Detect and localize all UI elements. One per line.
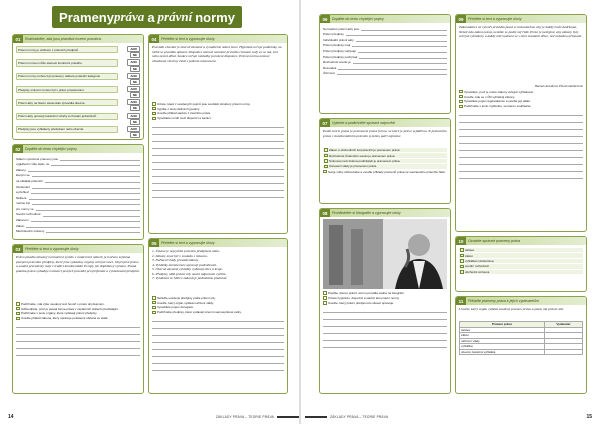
fill-label: pro normy ve — [16, 206, 34, 211]
no-option[interactable]: NE — [130, 66, 140, 72]
task-item — [16, 311, 140, 315]
answer-buttons — [118, 99, 140, 111]
yes-no-row — [16, 86, 140, 98]
checkbox[interactable] — [460, 254, 464, 258]
answer-line[interactable] — [459, 109, 583, 116]
answer-line[interactable] — [31, 190, 140, 194]
answer-buttons — [118, 86, 140, 98]
task-item — [323, 291, 447, 295]
task-text: Vysvětlete pojem derogace. — [157, 305, 194, 310]
checkbox[interactable] — [460, 248, 464, 252]
checkbox[interactable] — [152, 296, 156, 300]
answer-line[interactable] — [338, 66, 447, 70]
fill-label: Zákony — [16, 167, 26, 172]
statement: 7. Vyhlášení ve Sbírce zákonů je podmínkou platnosti. — [152, 276, 228, 281]
option-item — [323, 164, 447, 169]
fill-label: Normativní právní akty jsou — [323, 26, 360, 31]
task-item — [323, 301, 447, 305]
task-item — [152, 310, 284, 314]
task-text: Podtrhněte předpisy, které vydávají územní samosprávné celky. — [157, 310, 242, 315]
answer-line[interactable] — [459, 151, 583, 158]
exercise-header: 09 Přečtěte si text a vypracujte úkoly — [456, 15, 586, 23]
exercise-header: 06 Doplňte do textu chybějící pojmy — [320, 15, 450, 23]
exercise-10 — [455, 236, 587, 292]
yes-option[interactable]: ANO — [127, 73, 140, 79]
yes-option[interactable]: ANO — [127, 59, 140, 65]
yes-option[interactable]: ANO — [127, 46, 140, 52]
task-list — [16, 302, 140, 321]
answer-line[interactable] — [152, 128, 284, 135]
answer-line[interactable] — [16, 342, 140, 349]
answer-line[interactable] — [152, 329, 284, 336]
task-text: Uveďte příklad sankce z trestního práva. — [157, 111, 211, 116]
answer-line[interactable] — [152, 170, 284, 177]
statement: 2. Zákony musí být v souladu s ústavou. — [152, 253, 208, 258]
answer-line[interactable] — [45, 179, 140, 183]
answer-line[interactable] — [32, 173, 140, 177]
fill-label: Státem vytvořené prameny jsou — [16, 156, 59, 161]
answer-line[interactable] — [28, 168, 140, 172]
fill-row — [16, 211, 140, 217]
checkbox[interactable] — [16, 302, 20, 306]
fill-row — [16, 200, 140, 206]
checkbox[interactable] — [323, 170, 327, 174]
question-text: Předpisy smluvní mohou být v právo prosazování. — [16, 86, 118, 93]
fill-label: Zákonem — [16, 218, 29, 223]
fill-row — [16, 222, 140, 228]
checkbox[interactable] — [16, 312, 20, 316]
answer-line[interactable] — [353, 60, 447, 64]
task-item — [152, 296, 284, 300]
answer-line[interactable] — [152, 142, 284, 149]
checkbox[interactable] — [323, 291, 327, 295]
yes-option[interactable]: ANO — [127, 126, 140, 132]
checkbox[interactable] — [459, 100, 463, 104]
yes-no-row — [16, 113, 140, 125]
no-option[interactable]: NE — [130, 52, 140, 58]
task-text: Vysvětlete rozdíl mezi dispozicí a sankcí. — [157, 116, 212, 121]
yes-no-row — [16, 73, 140, 85]
task-text: Uveďte, který orgán vydává nařízení vlády. — [157, 300, 214, 305]
fill-label: na základě právních — [16, 178, 43, 183]
no-option[interactable]: NE — [130, 92, 140, 98]
photo-man-in-court — [323, 219, 447, 289]
fill-row — [16, 205, 140, 211]
fill-row — [16, 172, 140, 178]
statement: 5. Obecně závazné vyhlášky vydávají obce a kraje. — [152, 267, 223, 272]
answer-buttons — [118, 59, 140, 71]
option-text: soudní rozhodnutí — [465, 264, 490, 269]
answer-line[interactable] — [32, 201, 140, 205]
task-text: Odůvodněte, proč je psaná forma práva v moderních státech převládající. — [21, 306, 119, 311]
answer-line[interactable] — [346, 32, 447, 36]
checkbox[interactable] — [324, 159, 328, 163]
checkbox[interactable] — [152, 102, 156, 106]
fill-row — [323, 53, 447, 59]
answer-line[interactable] — [152, 364, 284, 371]
checkbox[interactable] — [323, 301, 327, 305]
fill-label: kterými se — [16, 173, 30, 178]
answer-line[interactable] — [323, 334, 447, 341]
footer-text: ZÁKLADY PRÁVA – TEORIE PRÁVA — [330, 415, 389, 419]
task-item — [152, 116, 284, 120]
fill-label: Oprávnění — [16, 184, 31, 189]
fill-row — [323, 47, 447, 53]
task-item — [16, 307, 140, 311]
fill-row — [16, 189, 140, 195]
checkbox[interactable] — [16, 307, 20, 311]
answer-line[interactable] — [152, 177, 284, 184]
answer-cell[interactable] — [544, 349, 582, 355]
option-text: Usnesení vlády je pramenem práva. — [329, 164, 378, 169]
exercise-09 — [455, 14, 587, 232]
fill-row — [16, 217, 140, 223]
no-option[interactable]: NE — [130, 119, 140, 125]
answer-buttons — [118, 46, 140, 58]
statement: 6. Předpisy nižší právní síly nesmí odporovat vyšším. — [152, 271, 227, 276]
fill-label: Individuální právní akty — [323, 37, 354, 42]
answer-line[interactable] — [31, 218, 140, 222]
exercise-text — [152, 249, 284, 295]
checkbox[interactable] — [324, 165, 328, 169]
yes-no-row — [16, 126, 140, 138]
task-item — [459, 90, 583, 94]
task-list — [152, 296, 284, 315]
table-cell: obecně závazná vyhláška — [460, 349, 545, 355]
checkbox[interactable] — [459, 95, 463, 99]
fill-label: Právní předpisy — [323, 32, 344, 37]
fill-label: Některé — [16, 195, 27, 200]
exercise-05 — [148, 238, 288, 394]
task-item — [323, 296, 447, 300]
fill-row — [323, 59, 447, 65]
answer-line[interactable] — [337, 71, 447, 75]
yes-option[interactable] — [127, 139, 140, 140]
answer-line[interactable] — [356, 38, 447, 42]
answer-line[interactable] — [32, 185, 140, 189]
exercise-02 — [12, 144, 144, 240]
task-text: Vysvětlete pojem legisvakance a uveďte její délku. — [464, 99, 531, 104]
checkbox[interactable] — [152, 311, 156, 315]
answer-line[interactable] — [459, 165, 583, 172]
task-text: Podtrhněte v textu orgány, které vydávají právní předpisy. — [21, 311, 98, 316]
question-text: Právní akty upravují konkrétní vztahy a chování jednotlivců. — [16, 113, 118, 120]
table-row — [460, 349, 583, 355]
fill-label: Účinnost — [323, 71, 335, 76]
fill-row — [323, 42, 447, 48]
table-header: Pramen práva — [460, 322, 545, 328]
task-item — [152, 107, 284, 111]
yes-no-list — [13, 43, 143, 140]
fill-row — [323, 31, 447, 37]
task-item — [16, 316, 140, 320]
answer-buttons — [118, 113, 140, 125]
table-cell: ústava — [460, 327, 545, 333]
fill-label: Rozhodnutí soudu je — [323, 60, 351, 65]
answer-line[interactable] — [152, 336, 284, 343]
checkbox[interactable] — [460, 270, 464, 274]
answer-line[interactable] — [323, 341, 447, 348]
option-item — [459, 264, 583, 269]
right-footer — [301, 410, 600, 424]
answer-line[interactable] — [459, 116, 583, 123]
answer-line[interactable] — [152, 191, 284, 198]
footer-text: ZÁKLADY PRÁVA – TEORIE PRÁVA — [215, 415, 274, 419]
exercise-03 — [12, 244, 144, 394]
answer-table — [459, 321, 583, 355]
exercise-text: Uveďte, který orgán vydává uvedený pramen práva a jakou má právní sílu. — [459, 307, 565, 311]
answer-line[interactable] — [26, 224, 140, 228]
no-option[interactable]: NE — [130, 79, 140, 85]
yes-no-row — [16, 99, 140, 111]
option-list — [456, 245, 586, 277]
answer-line[interactable] — [152, 149, 284, 156]
answer-line[interactable] — [51, 162, 140, 166]
answer-line[interactable] — [152, 322, 284, 329]
answer-line[interactable] — [358, 49, 447, 53]
checkbox[interactable] — [152, 107, 156, 111]
task-text: Určete hypotézu, dispozici a sankci této právní normy. — [328, 295, 400, 300]
answer-line[interactable] — [29, 196, 140, 200]
fill-row — [16, 161, 140, 167]
fill-label: Právní předpisy mají — [323, 43, 351, 48]
question-text: Právní normou může stanovit konkrétní pravidlo. — [16, 59, 118, 66]
checkbox[interactable] — [152, 117, 156, 121]
answer-buttons — [118, 139, 140, 140]
checkbox[interactable] — [459, 105, 463, 109]
yes-option[interactable]: ANO — [127, 86, 140, 92]
answer-line[interactable] — [323, 306, 447, 313]
no-option[interactable]: NE — [130, 105, 140, 111]
fill-row — [323, 36, 447, 42]
answer-line[interactable] — [359, 55, 447, 59]
checkbox[interactable] — [324, 148, 328, 152]
exercise-01 — [12, 34, 144, 140]
fill-label: Zákon — [16, 223, 25, 228]
task-text: Uveďte, který právní předpis tuto situaci upravuje. — [328, 300, 395, 305]
task-item — [459, 104, 583, 108]
answer-line[interactable] — [459, 172, 583, 179]
answer-line[interactable] — [16, 328, 140, 335]
answer-line[interactable] — [16, 335, 140, 342]
checkbox[interactable] — [324, 154, 328, 158]
option-text: Zákon o obchodních korporacích je pramenem práva. — [329, 148, 401, 153]
fill-row — [16, 183, 140, 189]
exercise-header: 07 Vyberte a podtrhněte správné odpovědi — [320, 119, 450, 127]
answer-line[interactable] — [16, 321, 140, 328]
fill-label: Soudní rozhodnutí — [16, 212, 41, 217]
fill-row — [16, 228, 140, 234]
answer-line[interactable] — [152, 135, 284, 142]
exercise-header: 11 Přiřaďte prameny práva k jejich vydavatelům — [456, 297, 586, 305]
yes-option[interactable]: ANO — [127, 99, 140, 105]
task-text: Seřaďte uvedené předpisy podle právní síly. — [157, 295, 216, 300]
left-footer — [0, 410, 299, 424]
answer-line[interactable] — [152, 163, 284, 170]
no-option[interactable]: NE — [130, 132, 140, 138]
table-cell: nařízení vlády — [460, 338, 545, 344]
task-text: Podtrhněte v textu myšlenku, se kterou souhlasíte. — [464, 104, 532, 109]
answer-line[interactable] — [459, 144, 583, 151]
task-item — [459, 99, 583, 103]
option-item — [323, 148, 447, 153]
exercise-11 — [455, 296, 587, 394]
question-text: Právní akty na hlavní stanovisku zpravidla obecné. — [16, 99, 118, 106]
exercise-text: Podle teorie práva je pramenem práva forma, ve které je právo vyjádřeno. K pramenům práva v kontinentálním právním systému patří zejména: — [323, 129, 447, 138]
yes-no-row — [16, 139, 140, 140]
answer-line[interactable] — [16, 349, 140, 356]
question-text — [16, 139, 118, 140]
statement: 4. Vyhlášky ministerstev upravují podrobnosti. — [152, 262, 217, 267]
task-item — [16, 302, 140, 306]
option-list — [323, 148, 447, 169]
fill-row — [323, 70, 447, 76]
exercise-04 — [148, 34, 288, 234]
task-text: Podtrhněte, zda výše uvedený text hovoří o právu obyčejovém. — [21, 301, 105, 306]
answer-buttons — [118, 126, 140, 138]
task-list — [459, 90, 583, 109]
answer-line[interactable] — [459, 123, 583, 130]
fill-label: Právní předpisy pozbývají — [323, 54, 358, 59]
task-list — [323, 291, 447, 305]
exercise-text: Zákonodárce ať vytvoří pravidla jasná a srozumitelná, aby je každý mohl dodržovat. Neboť kdo zákon nezná, nemůže se podle něj řídit. Proto je nezbytné, aby zákony byly veřejně vyhlášeny a každý měl možnost se s nimi seznámit dříve, než nabudou účinnosti. — [459, 25, 583, 39]
option-item — [323, 153, 447, 158]
task-text: Uveďte, kde se v ČR vyhlašují zákony. — [464, 94, 516, 99]
statement: 3. Nařízení vlády provádí zákony. — [152, 258, 199, 263]
fill-label: mohou být — [16, 201, 31, 206]
fill-label: a přehled — [16, 190, 29, 195]
fill-row — [323, 25, 447, 31]
answer-line[interactable] — [152, 184, 284, 191]
option-text: Rozhodnutí Ústavního soudu je pramenem práva. — [329, 153, 396, 158]
yes-no-row — [16, 46, 140, 58]
question-text: Předpisy jsou vyhlášeny předpisem nebo obecně. — [16, 126, 118, 133]
answer-line[interactable] — [36, 207, 140, 211]
answer-line[interactable] — [459, 158, 583, 165]
answer-line[interactable] — [323, 320, 447, 327]
fill-row — [323, 64, 447, 70]
left-page — [0, 0, 299, 424]
right-page — [301, 0, 600, 424]
option-item — [459, 259, 583, 264]
answer-line[interactable] — [152, 121, 284, 128]
task-text: Vysvětlete, proč je nutné zákony veřejně vyhlašovat. — [464, 89, 534, 94]
table-cell: zákon — [460, 333, 545, 339]
yes-option[interactable]: ANO — [127, 113, 140, 119]
task-text: Popište, kterou právní normu porušila osoba na fotografii. — [328, 291, 405, 296]
answer-line[interactable] — [152, 357, 284, 364]
task-item — [152, 301, 284, 305]
option-item — [459, 270, 583, 275]
question-text: Právní normy je většinou z právních předpisů. — [16, 46, 118, 53]
yes-no-row — [16, 59, 140, 71]
fill-row — [16, 194, 140, 200]
exercise-07: 07 Vyberte a podtrhněte správné odpovědi Podle teorie práva je pramenem práva forma, ve které je právo vyjádřeno. K pramenům práva v kontinentálním právním systému patří zejména: Zákon o obchodních korporacích je pramenem práva. Rozhodnutí Ústavního soudu je pramenem práva. Smlouva mezi dvěma podnikateli je pramenem práva. Usnesení vlády je pramenem práva. Svoje volby zdůvodněte a uveďte příklady pramenů práva ze současného právního řádu. — [319, 118, 451, 204]
answer-buttons — [118, 73, 140, 85]
checkbox[interactable] — [460, 265, 464, 269]
fill-row — [16, 155, 140, 161]
task-item — [459, 95, 583, 99]
table-header: Vydavatel — [544, 322, 582, 328]
answer-line[interactable] — [459, 130, 583, 137]
page-number: 15 — [586, 414, 592, 420]
checkbox[interactable] — [152, 301, 156, 305]
exercise-08 — [319, 208, 451, 394]
answer-line[interactable] — [43, 213, 140, 217]
checkbox[interactable] — [16, 317, 20, 321]
table-cell: vyhláška — [460, 344, 545, 350]
answer-line[interactable] — [323, 327, 447, 334]
answer-line[interactable] — [459, 137, 583, 144]
exercise-header: 01 Rozhodněte, zda jsou pravdivá tvrzení pravdivá. — [13, 35, 143, 43]
fill-label: Mezinárodní smlouvy — [16, 229, 45, 234]
option-text: obchodní smlouva — [465, 269, 490, 274]
exercise-header: 03 Přečtěte si text a vypracujte úkoly — [13, 245, 143, 253]
fill-label: vyjádřením vůle státu, ve — [16, 162, 50, 167]
task-list — [152, 102, 284, 121]
fill-row — [16, 166, 140, 172]
fill-row — [16, 177, 140, 183]
option-item — [323, 159, 447, 164]
checkbox[interactable] — [460, 259, 464, 263]
exercise-06 — [319, 14, 451, 114]
checkbox[interactable] — [459, 90, 463, 94]
exercise-header: 02 Doplňte do textu chybějící pojmy — [13, 145, 143, 153]
task-item — [152, 102, 284, 106]
task-text: Uveďte příklad zákona, který upravuje postavení občana ve státě. — [21, 316, 109, 321]
answer-line[interactable] — [152, 350, 284, 357]
checkbox[interactable] — [323, 296, 327, 300]
answer-line[interactable] — [323, 313, 447, 320]
task-item — [152, 305, 284, 309]
answer-line[interactable] — [152, 315, 284, 322]
fill-label: Rozsudek — [323, 65, 337, 70]
option-text: ústava — [465, 248, 474, 253]
answer-line[interactable] — [46, 229, 140, 233]
task-text: Vypište z textu definici hypotézy. — [157, 106, 201, 111]
answer-line[interactable] — [152, 156, 284, 163]
page-number: 14 — [8, 414, 14, 420]
task-text: Určete, které z uvedených pojmů jsou součástí struktury právní normy. — [157, 101, 251, 106]
answer-line[interactable] — [361, 27, 447, 31]
checkbox[interactable] — [152, 306, 156, 310]
statement: 1. Ústava je nejvyšším právním předpisem státu. — [152, 249, 220, 253]
option-text: vyhláška ministerstva — [465, 258, 494, 263]
fill-in-lines — [13, 153, 143, 235]
exercise-header: 04 Přečtěte si text a vypracujte úkoly — [149, 35, 287, 43]
checkbox[interactable] — [152, 112, 156, 116]
task-item — [152, 111, 284, 115]
exercise-text: Pravidlo chování je obecně závazné a vynutitelné státní mocí. Hypotéza určuje podmínky, za nichž se pravidlo uplatní. Dispozice stanoví samotné pravidlo chování, tedy co se má, smí nebo nesmí dělat. Sankce určuje následky porušení dispozice. Právní norma nemusí obsahovat všechny části v jednom ustanovení. — [152, 45, 282, 63]
answer-line[interactable] — [60, 157, 140, 161]
page-title: Prameny práva a právní normy — [52, 6, 242, 28]
exercise-text: Právo jakožto závazný normativní systém v moderních státech je tvořeno zejména psanými právními předpisy, které jsou vydávány orgány veřejné moci. Obyčejové právo a soudní precedenty mají v tradici kontinentální Evropy jen doplňkový význam. Psaná podoba práva vyžaduje existenci jasných pravidel pro přijímání a vyhlašování předpisů. — [16, 255, 140, 273]
option-text: zákon — [465, 253, 474, 258]
fill-in-lines — [320, 23, 450, 77]
question-text: Právní normy mohou být upraveny některé poslední kategorie. — [16, 73, 118, 80]
exercise-header: 05 Přečtěte si text a vypracujte úkoly — [149, 239, 287, 247]
option-text: Smlouva mezi dvěma podnikateli je pramenem práva. — [329, 158, 401, 163]
answer-line[interactable] — [152, 343, 284, 350]
exercise-header: 08 Prohlédněte si fotografie a vypracujte úkoly — [320, 209, 450, 217]
option-item — [459, 253, 583, 258]
option-item — [459, 248, 583, 253]
exercise-header: 10 Označte správné prameny práva — [456, 237, 586, 245]
quote-author: Hannah Arendtová, Původ totalitarismu — [534, 84, 583, 88]
fill-label: Právní předpisy nabývají — [323, 48, 356, 53]
answer-line[interactable] — [352, 43, 447, 47]
